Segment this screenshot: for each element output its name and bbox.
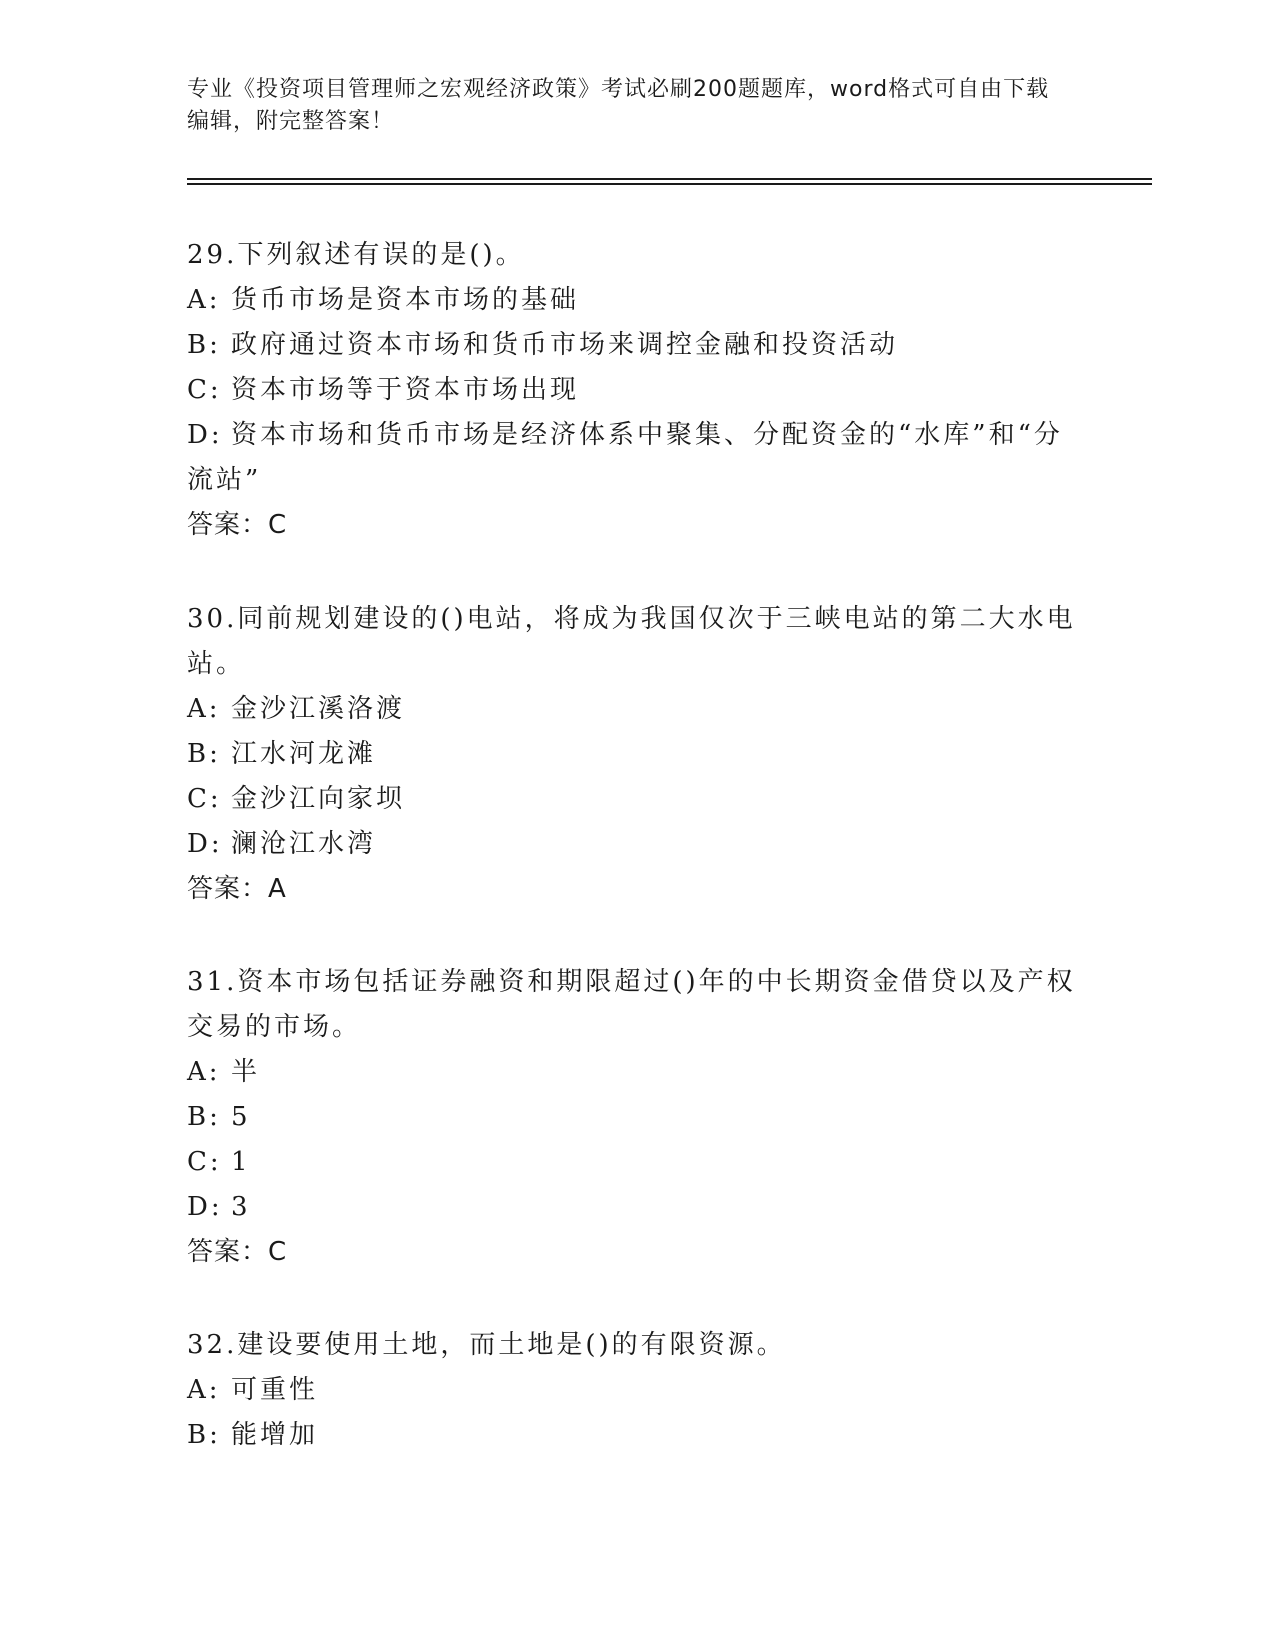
option-text: 3 <box>231 1192 251 1222</box>
option-letter: C: <box>187 1147 222 1177</box>
option-text: 5 <box>231 1102 251 1132</box>
option-a <box>187 278 1087 323</box>
option-d <box>187 1185 1087 1230</box>
option-letter: A: <box>187 1057 221 1087</box>
option-c <box>187 368 1087 413</box>
option-letter: B: <box>187 739 221 769</box>
option-letter: D: <box>187 1192 223 1222</box>
answer: 答案：C <box>187 510 288 540</box>
question-stem: 29.下列叙述有误的是()。 <box>187 240 525 270</box>
header-divider-top <box>187 178 1152 180</box>
option-letter: D: <box>187 420 223 450</box>
option-letter: B: <box>187 1420 221 1450</box>
option-text: 政府通过资本市场和货币市场来调控金融和投资活动 <box>231 330 899 360</box>
option-text: 1 <box>231 1147 251 1177</box>
option-letter: A: <box>187 1375 221 1405</box>
option-b <box>187 732 1087 777</box>
header-divider-bottom <box>187 183 1152 185</box>
option-b <box>187 1413 1087 1458</box>
option-a <box>187 1368 1087 1413</box>
option-text: 资本市场等于资本市场出现 <box>231 375 580 405</box>
question-stem: 32.建设要使用土地，而土地是()的有限资源。 <box>187 1330 786 1360</box>
option-letter: C: <box>187 375 222 405</box>
question-29 <box>187 233 1087 548</box>
option-letter: A: <box>187 285 221 315</box>
option-b <box>187 323 1087 368</box>
option-a <box>187 1050 1087 1095</box>
option-text: 可重性 <box>231 1375 319 1405</box>
option-letter: B: <box>187 330 221 360</box>
option-b <box>187 1095 1087 1140</box>
question-32 <box>187 1323 1087 1458</box>
option-c <box>187 777 1087 822</box>
option-text: 金沙江向家坝 <box>231 784 406 814</box>
option-text: 能增加 <box>231 1420 319 1450</box>
option-letter: C: <box>187 784 222 814</box>
option-letter: D: <box>187 829 223 859</box>
option-text: 金沙江溪洛渡 <box>231 694 406 724</box>
question-31 <box>187 960 1087 1275</box>
question-30 <box>187 597 1087 912</box>
document-header: 专业《投资项目管理师之宏观经济政策》考试必刷200题题库，word格式可自由下载编辑，附完整答案！ <box>187 77 1050 134</box>
option-letter: A: <box>187 694 221 724</box>
question-stem: 30.同前规划建设的()电站，将成为我国仅次于三峡电站的第二大水电站。 <box>187 604 1076 679</box>
option-text: 澜沧江水湾 <box>231 829 377 859</box>
option-letter: B: <box>187 1102 221 1132</box>
option-text: 资本市场和货币市场是经济体系中聚集、分配资金的“水库”和“分流站” <box>187 420 1063 495</box>
question-stem: 31.资本市场包括证券融资和期限超过()年的中长期资金借贷以及产权交易的市场。 <box>187 967 1076 1042</box>
answer: 答案：A <box>187 874 287 904</box>
option-a <box>187 687 1087 732</box>
option-d <box>187 413 1087 503</box>
option-d <box>187 822 1087 867</box>
answer: 答案：C <box>187 1237 288 1267</box>
option-text: 半 <box>231 1057 261 1087</box>
option-c <box>187 1140 1087 1185</box>
option-text: 货币市场是资本市场的基础 <box>231 285 580 315</box>
option-text: 江水河龙滩 <box>231 739 377 769</box>
